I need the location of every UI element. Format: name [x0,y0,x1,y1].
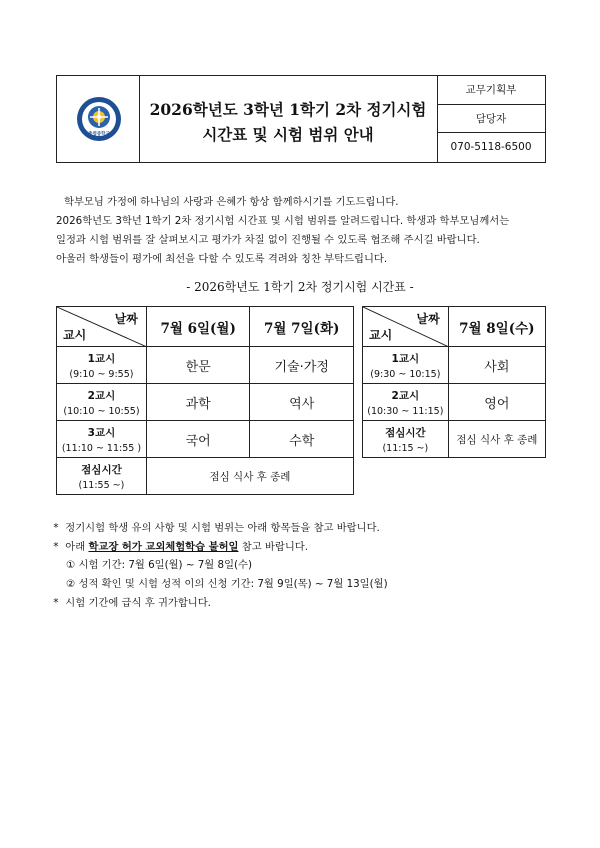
corner-cell [57,307,147,347]
subject-cell: 국어 [146,421,250,458]
period-cell: 2교시 (10:10 ~ 10:55) [57,384,147,421]
date-header: 7월 6일(월) [146,307,250,347]
period-cell: 점심시간 (11:15 ~) [363,421,449,458]
no-field-trip-days: 학교장 허가 교외체험학습 불허일 [88,540,239,553]
corner-period-label: 교시 [63,328,87,342]
period-cell: 1교시 (9:30 ~ 10:15) [363,347,449,384]
lunch-cell: 점심 식사 후 종례 [448,421,545,458]
note-item: * 아래 학교장 허가 교외체험학습 불허일 참고 바랍니다. [53,540,308,553]
schedule-title: - 2026학년도 1학기 2차 정기시험 시간표 - [186,280,414,294]
note-item: * 시험 기간에 급식 후 귀가합니다. [53,596,211,609]
intro-line: 학부모님 가정에 하나님의 사랑과 은혜가 항상 함께하시기를 기도드립니다. [64,196,399,208]
period-cell: 1교시 (9:10 ~ 9:55) [57,347,147,384]
table-row [57,384,354,421]
corner-date-label: 날짜 [416,312,440,326]
subject-cell: 수학 [250,421,354,458]
table-row [57,458,354,495]
lunch-cell: 점심 식사 후 종례 [146,458,353,495]
period-cell: 점심시간 (11:55 ~) [57,458,147,495]
department-label: 교무기획부 [437,76,545,105]
subject-cell: 사회 [448,347,545,384]
document-title-line1: 2026학년도 3학년 1학기 2차 정기시험 [149,100,427,119]
intro-line: 아울러 학생들이 평가에 최선을 다할 수 있도록 격려와 칭찬 부탁드립니다. [56,253,388,265]
note-subitem: ② 성적 확인 및 시험 성적 이의 신청 기간: 7월 9일(목) ~ 7월 13일(월) [66,578,388,591]
title-cell [139,76,438,162]
document-header [56,75,546,163]
subject-cell: 역사 [250,384,354,421]
table-row [363,384,546,421]
note-subitem: ① 시험 기간: 7월 6일(월) ~ 7월 8일(수) [66,559,252,572]
subject-cell: 한문 [146,347,250,384]
person-label: 담당자 [437,105,545,134]
logo-cell [57,76,140,162]
intro-line: 2026학년도 3학년 1학기 2차 정기시험 시간표 및 시험 범위를 알려드립니다. 학생과 학부모님께서는 [56,215,510,227]
table-row [57,347,354,384]
subject-cell: 영어 [448,384,545,421]
document-title-line2: 시간표 및 시험 범위 안내 [202,125,374,144]
logo-school-name: 충령중학교 [88,132,110,137]
table-row [57,421,354,458]
table-row [363,421,546,458]
subject-cell: 과학 [146,384,250,421]
corner-period-label: 교시 [369,328,393,342]
intro-text [56,193,548,269]
logo-arc-text: CHUNGRYONG MIDDLE SCHOOL [71,90,127,94]
intro-line: 일정과 시험 범위를 잘 살펴보시고 평가가 차질 없이 진행될 수 있도록 협조해 주시길 바랍니다. [56,234,480,246]
table-row [363,347,546,384]
date-header: 7월 7일(화) [250,307,354,347]
note-item: * 정기시험 학생 유의 사항 및 시험 범위는 아래 항목들을 참고 바랍니다. [53,522,380,534]
period-cell: 2교시 (10:30 ~ 11:15) [363,384,449,421]
date-header: 7월 8일(수) [448,307,545,347]
corner-cell [363,307,449,347]
subject-cell: 기술·가정 [250,347,354,384]
timetable-left [56,306,354,495]
contact-info [437,76,545,162]
notes-section [50,519,560,613]
timetable-right [362,306,546,458]
corner-date-label: 날짜 [114,312,138,326]
phone-number: 070-5118-6500 [450,141,532,154]
period-cell: 3교시 (11:10 ~ 11:55 ) [57,421,147,458]
